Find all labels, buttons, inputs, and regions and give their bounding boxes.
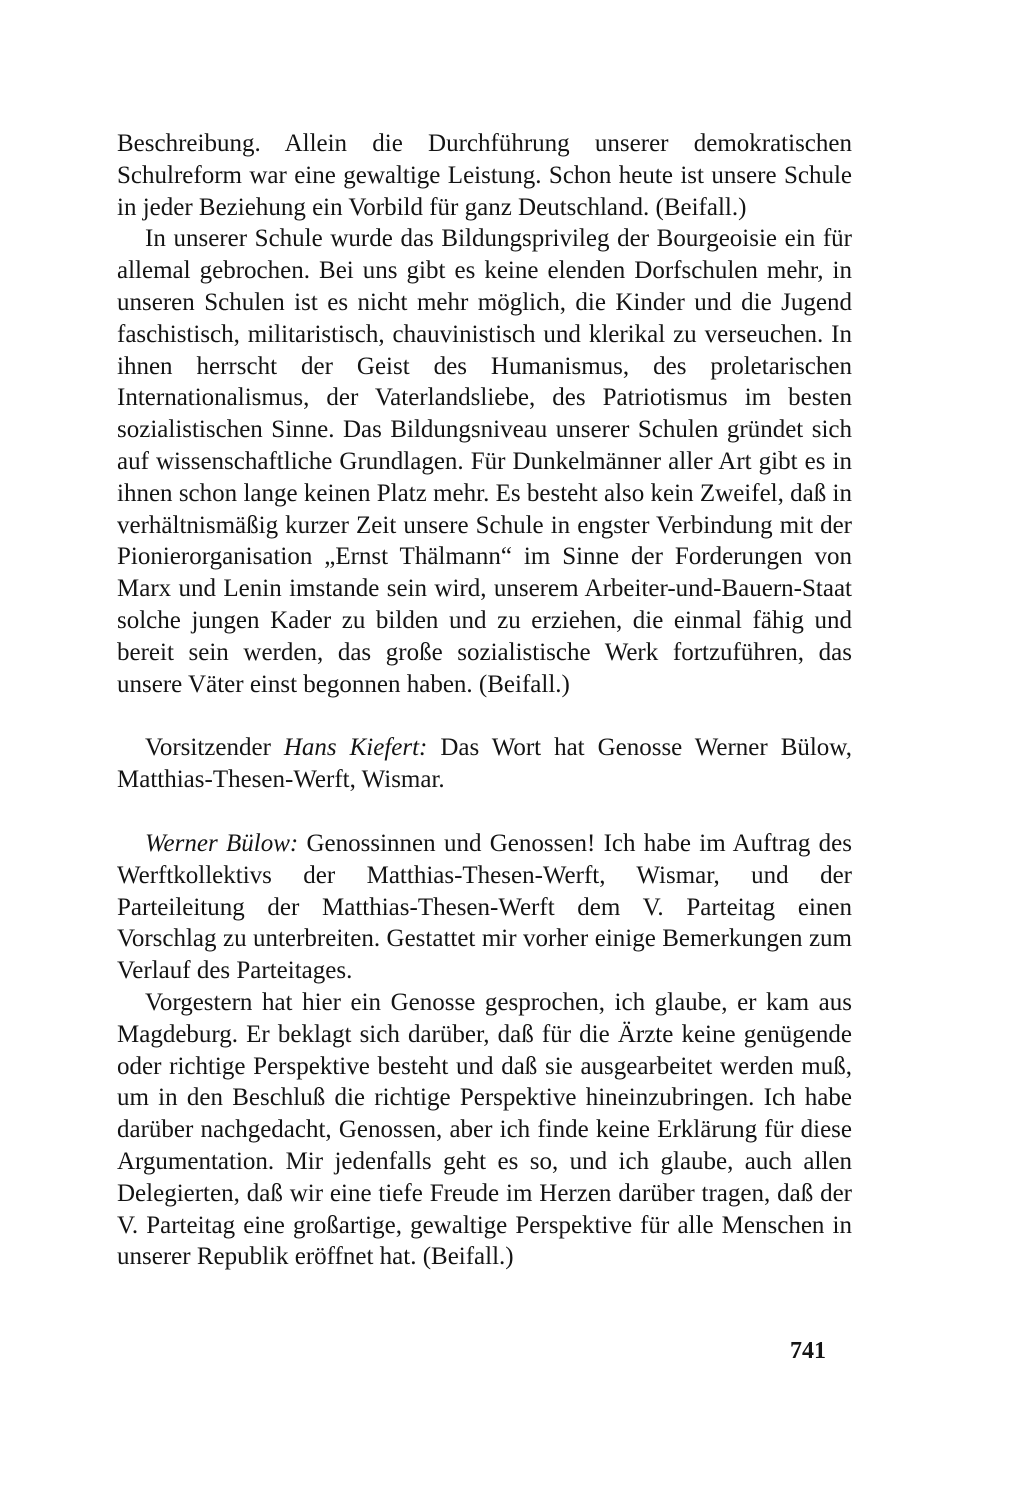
chair-text: Das Wort hat Genosse Werner Bülow, Matthias-Thesen-Werft, Wismar. [117,734,852,794]
section-gap [117,796,852,828]
paragraph-bildungsprivileg: In unserer Schule wurde das Bildungsprivileg der Bourgeoisie ein für allemal gebrochen. Bei uns gibt es keine elenden Dorfschulen mehr, in unseren Schulen ist es nicht mehr möglich, die Kinder und die Jugend faschistisch, militaristisch, chauvinistisch und klerikal zu verseuchen. In ihnen herrscht der Geist des Humanismus, des proletarischen Internationalismus, der Vaterlandsliebe, des Patriotismus im besten sozialistischen Sinne. Das Bildungsniveau unserer Schulen gründet sich auf wissenschaftliche Grundlagen. Für Dunkelmänner aller Art gibt es in ihnen schon lange keinen Platz mehr. Es besteht also kein Zweifel, daß in verhältnismäßig kurzer Zeit unsere Schule in engster Verbindung mit der Pionierorganisation „Ernst Thälmann“ im Sinne der Forderungen von Marx und Lenin imstande sein wird, unserem Arbeiter-und-Bauern-Staat solche jungen Kader zu bilden und zu erziehen, die einmal fähig und bereit sein werden, das große sozialistische Werk fortzuführen, das unsere Väter einst begonnen haben. (Beifall.) [117,225,852,698]
paragraph-schulreform: Beschreibung. Allein die Durchführung unserer demokratischen Schulreform war eine gewaltige Leistung. Schon heute ist unsere Schule in jeder Beziehung ein Vorbild für ganz Deutschland. (Beifall.) [117,130,852,221]
speaker-name: Werner Bülow: [145,829,299,857]
page-number: 741 [790,1338,826,1364]
page-body [117,128,852,1273]
section-gap [117,700,852,732]
paragraph-speech-opening [117,828,852,987]
speaker-text: Genossinnen und Genossen! Ich habe im Auftrag des Werftkollektivs der Matthias-Thesen-Werft, Wismar, und der Parteileitung der Matthias-Thesen-Werft dem V. Parteitag einen Vorschlag zu unterbreiten. Gestattet mir vorher einige Bemerkungen zum Verlauf des Parteitages. [117,829,852,985]
chair-prefix: Vorsitzender [145,734,284,762]
paragraph-perspektive: Vorgestern hat hier ein Genosse gesprochen, ich glaube, er kam aus Magdeburg. Er beklagt sich darüber, daß für die Ärzte keine genügende oder richtige Perspektive besteht und daß sie ausgearbeitet werden muß, um in den Beschluß die richtige Perspektive hineinzubringen. Ich habe darüber nachgedacht, Genossen, aber ich finde keine Erklärung für diese Argumentation. Mir jedenfalls geht es so, und ich glaube, auch allen Delegierten, daß wir eine tiefe Freude im Herzen darüber tragen, daß der V. Parteitag eine großartige, gewaltige Perspektive für alle Menschen in unserer Republik eröffnet hat. (Beifall.) [117,988,852,1271]
chair-name: Hans Kiefert: [283,734,428,762]
paragraph-chair-announcement [117,732,852,796]
